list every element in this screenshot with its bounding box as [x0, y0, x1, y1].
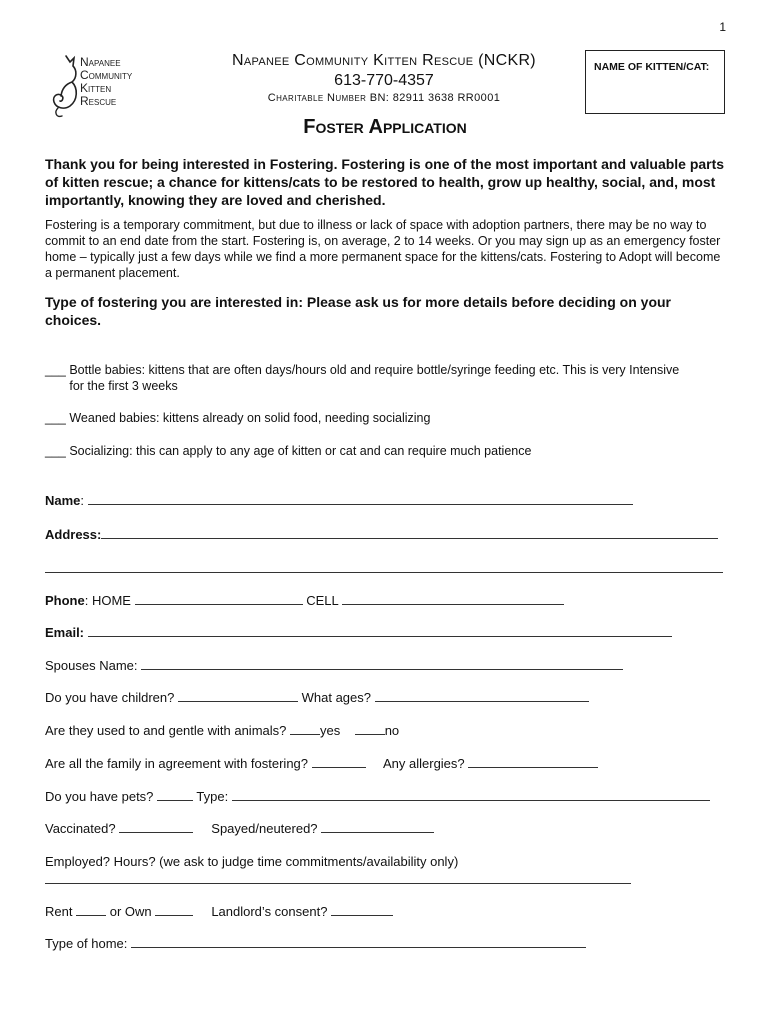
allergies-label: Any allergies? [382, 756, 465, 771]
own-input-line[interactable] [155, 904, 193, 916]
charity-number: Charitable Number BN: 82911 3638 RR0001 [267, 92, 501, 104]
agreement-label: Are all the family in agreement with fostering? [45, 756, 309, 771]
choice-label: Socializing: this can apply to any age of kitten or cat and can require much patience [69, 444, 532, 458]
phone-cell-input-line[interactable] [342, 593, 564, 605]
choice-blank[interactable]: ___ [45, 363, 70, 377]
choice-label: Bottle babies: kittens that are often days/hours old and require bottle/syringe feeding etc. This is very Intensive for the first 3 weeks [69, 363, 680, 393]
phone-home-label: : HOME [84, 593, 131, 608]
spouse-label: Spouses Name: [45, 658, 138, 673]
home-type-field [45, 936, 586, 952]
pets-input-line[interactable] [157, 789, 193, 801]
name-input-line[interactable] [88, 493, 633, 505]
spayed-input-line[interactable] [321, 821, 434, 833]
logo-text [80, 56, 132, 108]
choice-blank[interactable]: ___ [45, 411, 70, 425]
choice-socializing[interactable] [45, 443, 725, 459]
landlord-input-line[interactable] [331, 904, 393, 916]
agreement-input-line[interactable] [312, 756, 366, 768]
phone-field [45, 593, 564, 609]
address-input-line-2[interactable] [45, 561, 723, 573]
agreement-field [45, 756, 598, 772]
choice-weaned-babies[interactable] [45, 410, 725, 426]
org-phone: 613-770-4357 [334, 72, 434, 89]
pets-label: Do you have pets? [45, 789, 154, 804]
phone-cell-label: CELL [306, 593, 339, 608]
gentle-label: Are they used to and gentle with animals? [45, 723, 287, 738]
org-header [190, 52, 578, 104]
email-field [45, 625, 672, 641]
intro-section [45, 155, 725, 329]
pet-type-label: Type: [196, 789, 229, 804]
email-label: Email: [45, 625, 85, 640]
spouse-field [45, 658, 623, 674]
gentle-yes-label: yes [320, 723, 341, 738]
home-type-input-line[interactable] [131, 936, 586, 948]
choice-bottle-babies[interactable] [45, 362, 695, 394]
employed-label: Employed? Hours? (we ask to judge time commitments/availability only) [45, 854, 459, 869]
address-line-2 [45, 561, 723, 577]
employed-field [45, 854, 458, 870]
kitten-name-box[interactable] [585, 50, 725, 114]
vaccinated-label: Vaccinated? [45, 821, 116, 836]
name-label: Name [45, 493, 81, 508]
phone-home-input-line[interactable] [135, 593, 303, 605]
choice-label: Weaned babies: kittens already on solid food, needing socializing [69, 411, 431, 425]
form-title: Foster Application [303, 116, 467, 138]
allergies-input-line[interactable] [468, 756, 598, 768]
phone-label: Phone [45, 593, 85, 608]
gentle-field [45, 723, 399, 739]
email-input-line[interactable] [88, 625, 672, 637]
fostering-type-heading: Type of fostering you are interested in: Please ask us for more details before deciding on your choices. [45, 294, 672, 328]
children-field [45, 690, 589, 706]
gentle-no-label: no [384, 723, 400, 738]
cat-silhouette-icon [44, 52, 80, 122]
logo-line: Kitten [80, 81, 112, 95]
home-type-label: Type of home: [45, 936, 128, 951]
logo-line: Rescue [80, 94, 117, 108]
address-label: Address: [45, 527, 102, 542]
employed-input-line[interactable] [45, 872, 631, 884]
spayed-label: Spayed/neutered? [211, 821, 318, 836]
spouse-input-line[interactable] [141, 658, 623, 670]
children-input-line[interactable] [178, 690, 298, 702]
vaccinated-field [45, 821, 434, 837]
pet-type-input-line[interactable] [232, 789, 710, 801]
address-input-line[interactable] [101, 527, 718, 539]
gentle-yes-line[interactable] [290, 723, 320, 735]
ages-label: What ages? [301, 690, 371, 705]
vaccinated-input-line[interactable] [119, 821, 193, 833]
intro-bold-paragraph: Thank you for being interested in Fostering. Fostering is one of the most important and valuable parts of kitten rescue; a chance for kittens/cats to be restored to health, grow up healthy, social, and, most importantly, knowing they are loved and cherished. [45, 156, 725, 208]
name-field: Name: [45, 493, 633, 509]
pets-field [45, 789, 710, 805]
own-label: or Own [109, 904, 152, 919]
rent-label: Rent [45, 904, 73, 919]
logo-line: Napanee [80, 55, 121, 69]
ages-input-line[interactable] [375, 690, 589, 702]
gentle-no-line[interactable] [355, 723, 385, 735]
nckr-logo [44, 52, 174, 122]
housing-field [45, 904, 393, 920]
rent-input-line[interactable] [76, 904, 106, 916]
kitten-name-label: NAME OF KITTEN/CAT: [594, 61, 710, 73]
org-name: Napanee Community Kitten Rescue (NCKR) [232, 52, 536, 69]
children-label: Do you have children? [45, 690, 175, 705]
landlord-label: Landlord’s consent? [211, 904, 328, 919]
intro-paragraph: Fostering is a temporary commitment, but due to illness or lack of space with adoption partners, there may be no way to commit to an end date from the start. Fostering is, on average, 2 to 14 weeks. Or you may sign up as an emergency foster home – typically just a few days while we find a more permanent space for the kittens/cats. Fostering to Adopt will become a permanent placement. [45, 218, 721, 280]
logo-line: Community [80, 68, 133, 82]
choice-blank[interactable]: ___ [45, 444, 70, 458]
page-number: 1 [719, 20, 726, 34]
address-field [45, 527, 718, 543]
employed-line [45, 872, 631, 888]
